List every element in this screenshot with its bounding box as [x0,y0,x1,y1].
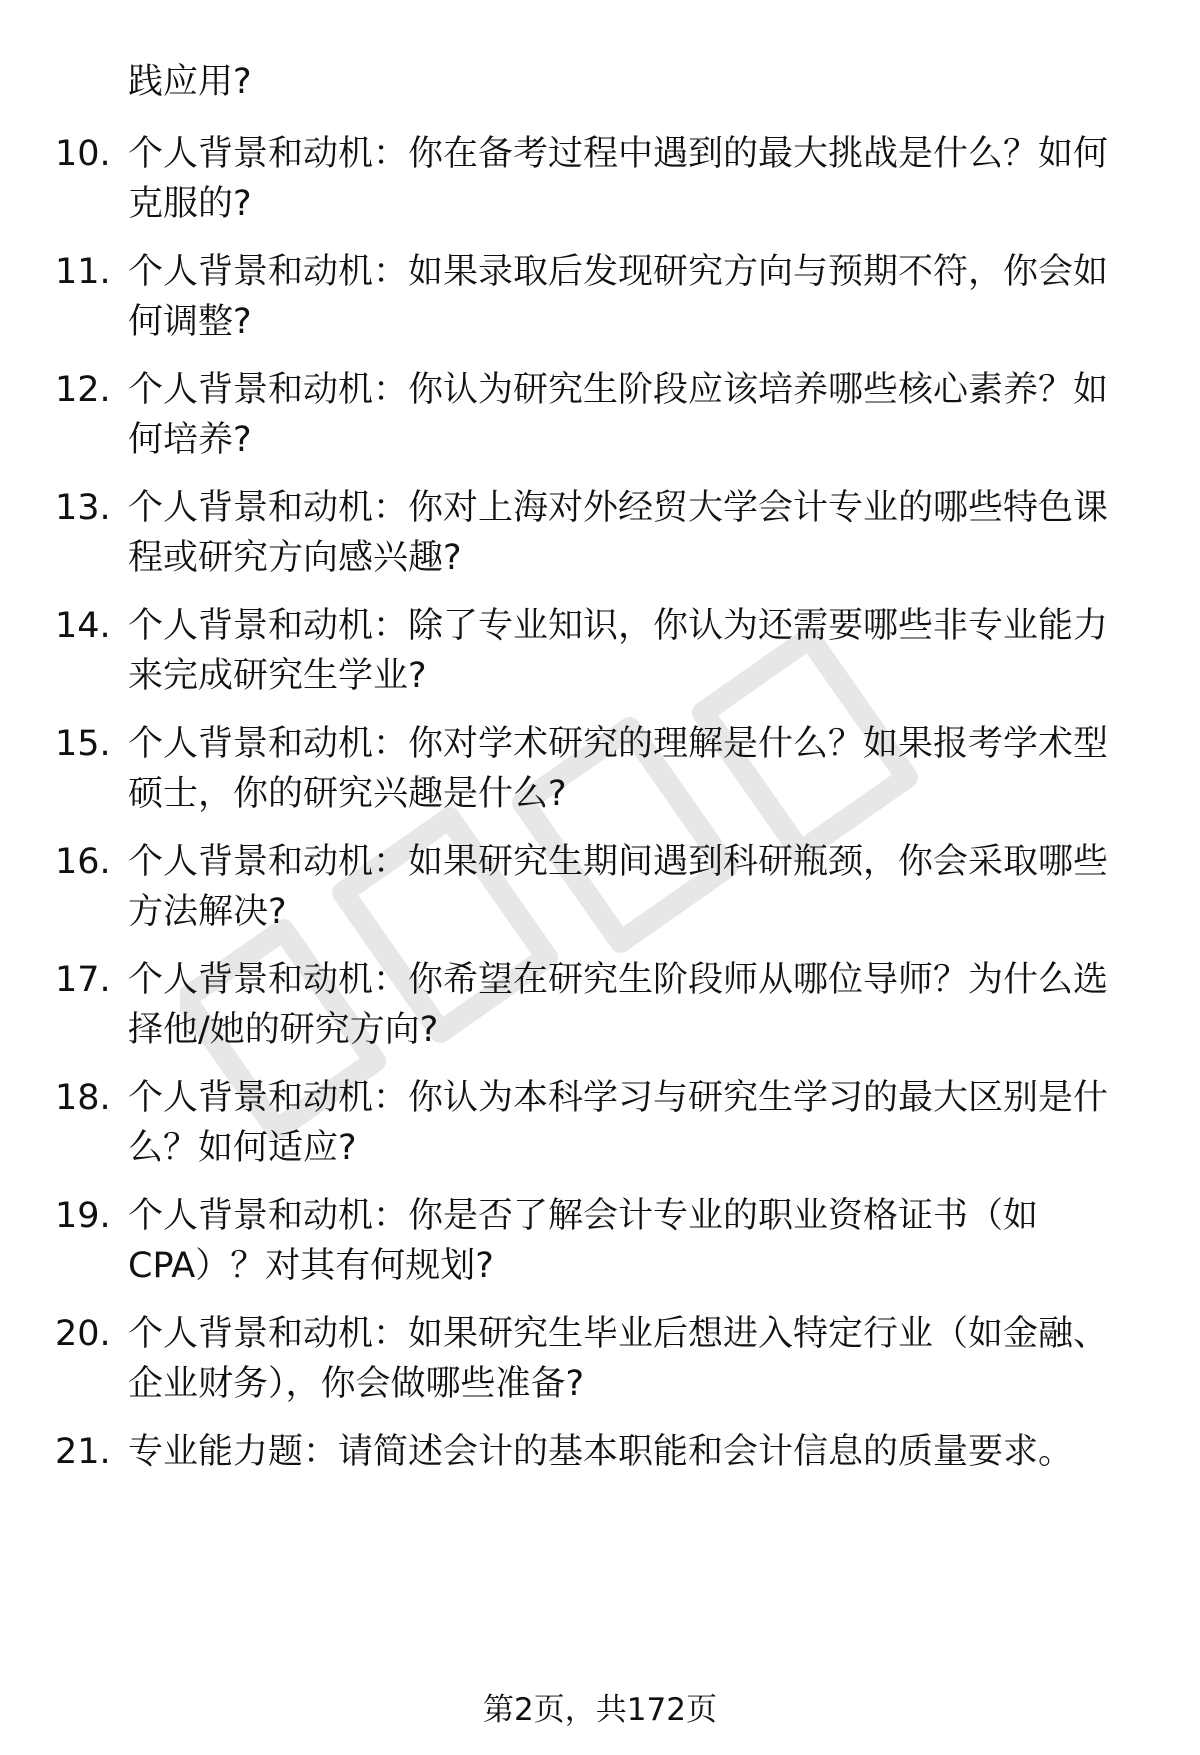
item-text-line-2: 何培养? [128,420,252,460]
item-text-line-1: 个人背景和动机：你认为研究生阶段应该培养哪些核心素养？如 [128,370,1109,410]
item-text-line-1: 个人背景和动机：你是否了解会计专业的职业资格证书（如 [128,1196,1039,1236]
item-number: 20. [55,1314,111,1354]
item-number: 16. [55,842,111,882]
item-number: 17. [55,960,111,1000]
item-text-line-1: 个人背景和动机：你对学术研究的理解是什么？如果报考学术型 [128,724,1109,764]
item-text-line-1: 个人背景和动机：你在备考过程中遇到的最大挑战是什么？如何 [128,134,1109,174]
item-number: 15. [55,724,111,764]
item-text-line-1: 专业能力题：请简述会计的基本职能和会计信息的质量要求。 [128,1432,1074,1472]
item-text-line-2: 来完成研究生学业? [128,656,427,696]
item-number: 10. [55,134,111,174]
item-text-line-2: 择他/她的研究方向? [128,1010,439,1050]
continuation-text: 践应用? [128,62,252,102]
item-text-line-1: 个人背景和动机：如果录取后发现研究方向与预期不符，你会如 [128,252,1109,292]
item-number: 19. [55,1196,111,1236]
item-text-line-2: 企业财务），你会做哪些准备? [128,1364,585,1404]
item-text-line-1: 个人背景和动机：你希望在研究生阶段师从哪位导师？为什么选 [128,960,1109,1000]
item-text-line-1: 个人背景和动机：你对上海对外经贸大学会计专业的哪些特色课 [128,488,1109,528]
item-text-line-2: CPA）？对其有何规划? [128,1246,494,1286]
item-text-line-2: 克服的? [128,184,252,224]
item-number: 13. [55,488,111,528]
item-text-line-1: 个人背景和动机：除了专业知识，你认为还需要哪些非专业能力 [128,606,1109,646]
page-footer: 第2页，共172页 [483,1692,717,1728]
item-text-line-2: 程或研究方向感兴趣? [128,538,462,578]
item-text-line-2: 方法解决? [128,892,287,932]
item-text-line-2: 么？如何适应? [128,1128,357,1168]
item-text-line-2: 何调整? [128,302,252,342]
item-number: 14. [55,606,111,646]
item-number: 18. [55,1078,111,1118]
item-text-line-1: 个人背景和动机：如果研究生毕业后想进入特定行业（如金融、 [128,1314,1109,1354]
item-number: 21. [55,1432,111,1472]
item-text-line-1: 个人背景和动机：如果研究生期间遇到科研瓶颈，你会采取哪些 [128,842,1109,882]
item-text-line-2: 硕士，你的研究兴趣是什么? [128,774,567,814]
item-text-line-1: 个人背景和动机：你认为本科学习与研究生学习的最大区别是什 [128,1078,1109,1118]
item-number: 11. [55,252,111,292]
item-number: 12. [55,370,111,410]
